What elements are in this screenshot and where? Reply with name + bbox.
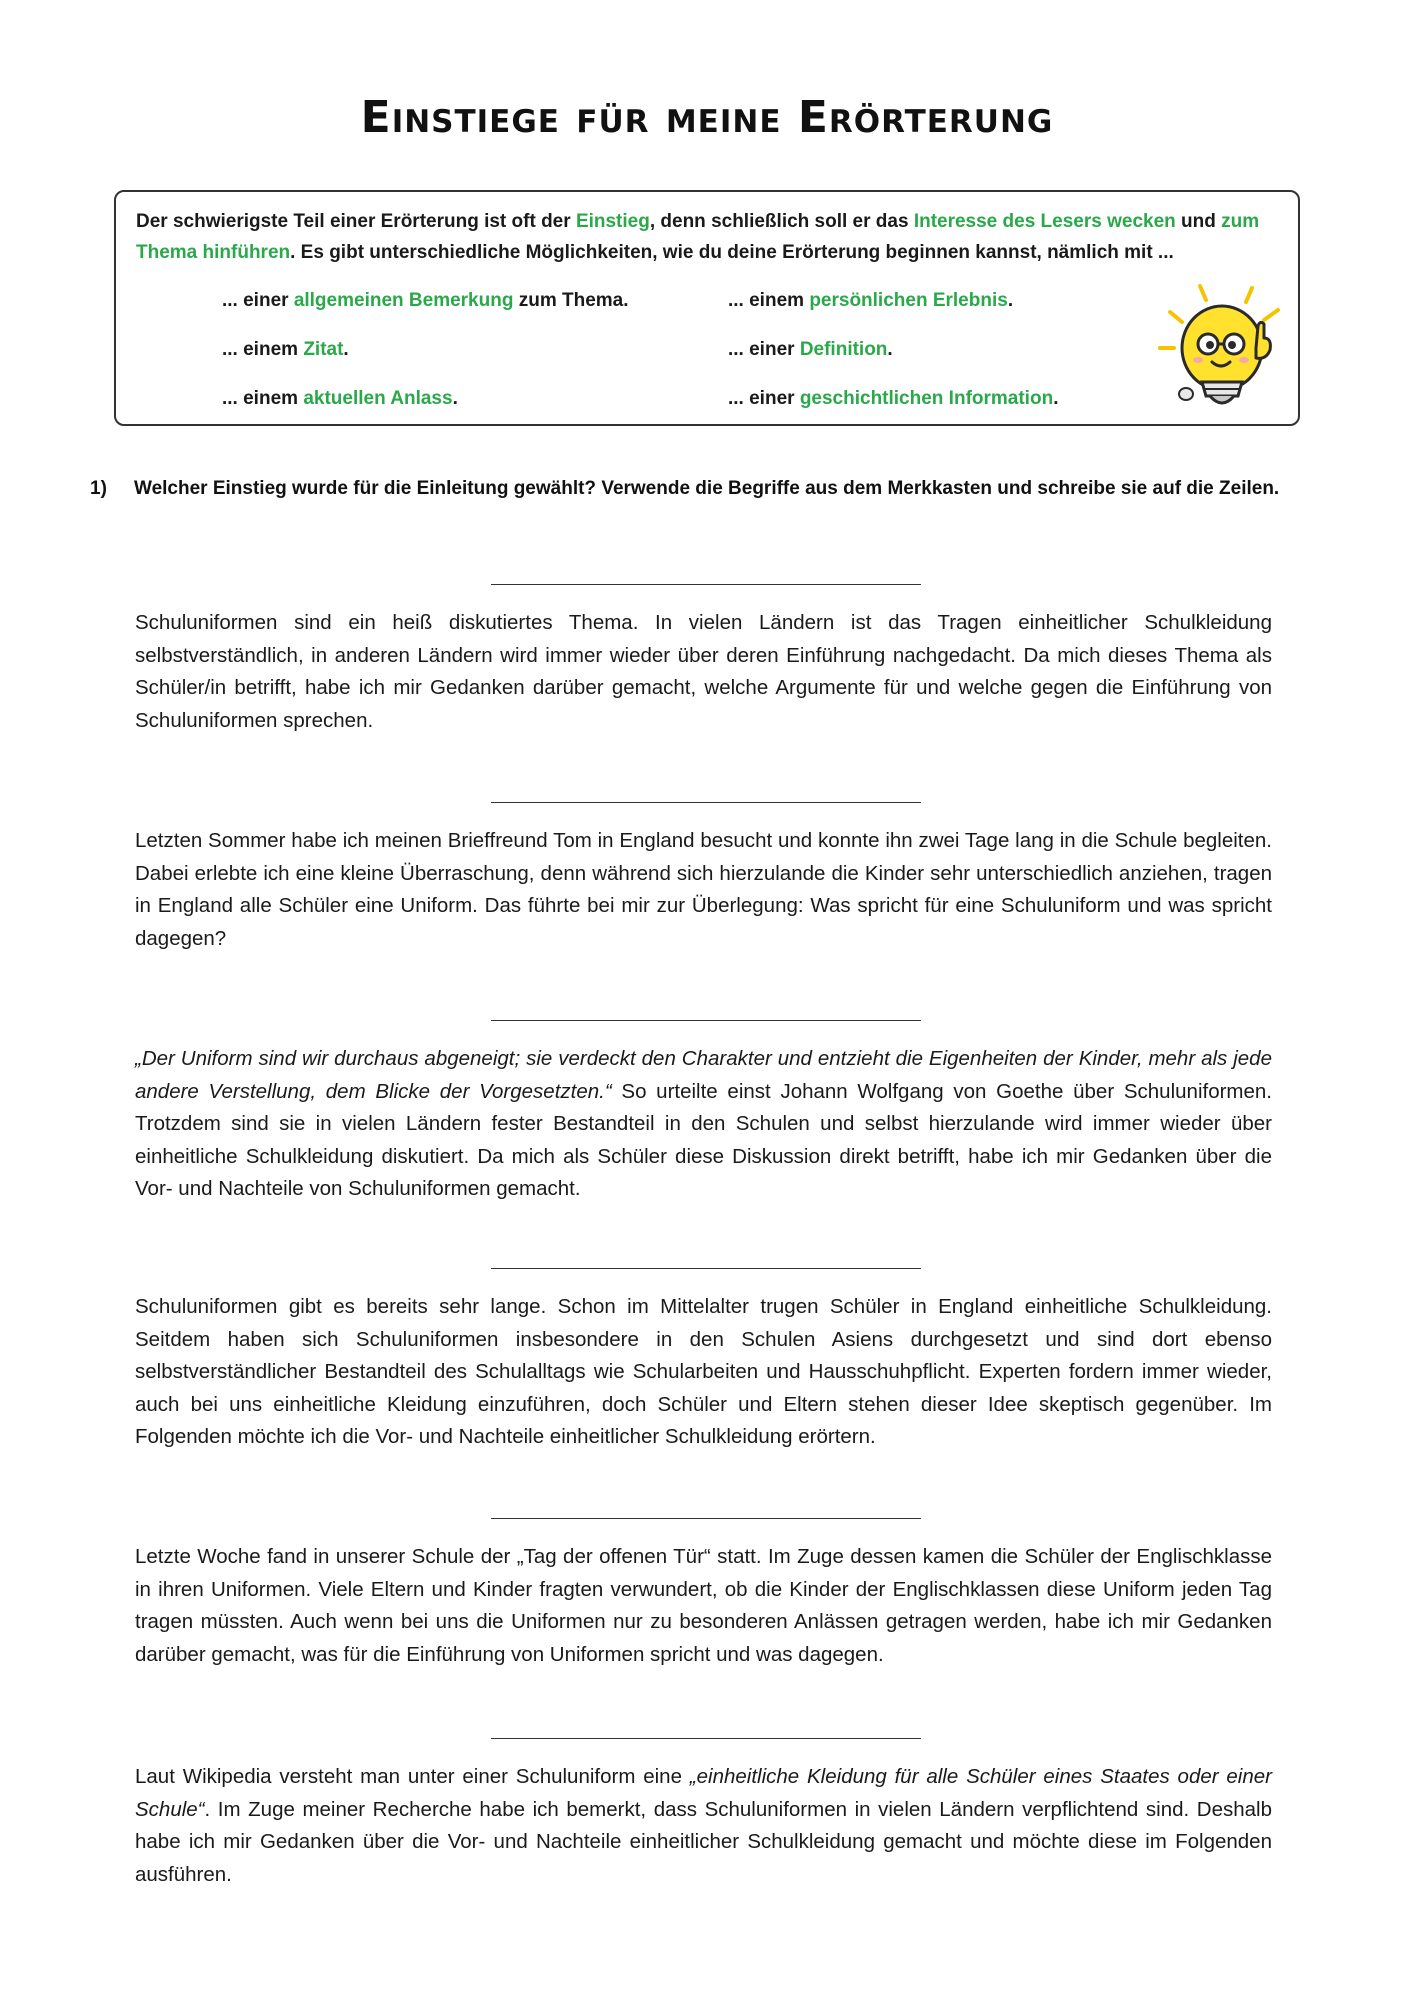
paragraph-5: Letzte Woche fand in unserer Schule der „Tag der offenen Tür“ statt. Im Zuge dessen kamen die Schüler der Englischklasse in ihren Uniformen. Viele Eltern und Kinder fragten verwundert, ob die Kinder der Englischklassen diese Uniform jeden Tag tragen müssten. Auch wenn bei uns die Uniformen nur zu besonderen Anlässen getragen werden, habe ich mir Gedanken darüber gemacht, was für die Einführung von Uniformen spricht und was dagegen. xyxy=(135,1545,1272,1666)
question-number: 1) xyxy=(90,478,107,499)
intro-text: . Es gibt unterschiedliche Möglichkeiten, wie du deine Erörterung beginnen kannst, nämlich mit ... xyxy=(290,242,1174,263)
intro-text: , denn schließlich soll er das xyxy=(649,211,914,232)
goethe-quote: „Der Uniform sind wir durchaus abgeneigt; sie verdeckt den Charakter und entzieht die Eigenheiten der Kinder, mehr als jede andere Verstellung, dem Blicke der Vorgesetzten.“ xyxy=(135,1047,1272,1103)
wikipedia-quote: „einheitliche Kleidung für alle Schüler eines Staates oder einer Schule“ xyxy=(135,1765,1272,1821)
answer-line-1[interactable] xyxy=(491,584,921,585)
intro-text: und xyxy=(1175,211,1222,232)
option-quote: ... einem Zitat. xyxy=(222,339,349,360)
paragraph-2: Letzten Sommer habe ich meinen Brieffreund Tom in England besucht und konnte ihn zwei Tage lang in die Schule begleiten. Dabei erlebte ich eine kleine Überraschung, denn während sich hierzulande die Kinder sehr unterschiedlich anziehen, tragen in England alle Schüler eine Uniform. Das führte bei mir zur Überlegung: Was spricht für eine Schuluniform und was spricht dagegen? xyxy=(135,829,1272,950)
paragraph-4: Schuluniformen gibt es bereits sehr lange. Schon im Mittelalter trugen Schüler in England einheitliche Schulkleidung. Seitdem haben sich Schuluniformen insbesondere in den Schulen Asiens durchgesetzt und sind dort ebenso selbstverständlicher Bestandteil des Schulalltags wie Schularbeiten und Hausschuhpflicht. Experten fordern immer wieder, auch bei uns einheitliche Kleidung einzuführen, doch Schüler und Eltern stehen dieser Idee skeptisch gegenüber. Im Folgenden möchte ich die Vor- und Nachteile einheitlicher Schulkleidung erörtern. xyxy=(135,1295,1272,1448)
answer-line-6[interactable] xyxy=(491,1738,921,1739)
answer-line-3[interactable] xyxy=(491,1020,921,1021)
intro-highlight: zum Thema hinführen xyxy=(136,211,1260,263)
info-box xyxy=(114,190,1300,426)
info-box-intro xyxy=(136,206,1286,268)
answer-line-2[interactable] xyxy=(491,802,921,803)
paragraph-3: „Der Uniform sind wir durchaus abgeneigt; sie verdeckt den Charakter und entzieht die Eigenheiten der Kinder, mehr als jede andere Verstellung, dem Blicke der Vorgesetzten.“ So urteilte einst Johann Wolfgang von Goethe über Schuluniformen. Trotzdem sind sie in vielen Ländern fester Bestandteil in den Schulen und selbst hierzulande wird immer wieder über einheitliche Schulkleidung diskutiert. Da mich als Schüler diese Diskussion direkt betrifft, habe ich mir Gedanken über die Vor- und Nachteile von Schuluniformen gemacht. xyxy=(135,1047,1272,1200)
option-general-remark: ... einer allgemeinen Bemerkung zum Thema. xyxy=(222,290,629,311)
option-definition: ... einer Definition. xyxy=(728,339,893,360)
question-text: Welcher Einstieg wurde für die Einleitung gewählt? Verwende die Begriffe aus dem Merkkasten und schreibe sie auf die Zeilen. xyxy=(134,478,1280,499)
paragraph-1: Schuluniformen sind ein heiß diskutiertes Thema. In vielen Ländern ist das Tragen einheitlicher Schulkleidung selbstverständlich, in anderen Ländern wird immer wieder über deren Einführung nachgedacht. Da mich dieses Thema als Schüler/in betrifft, habe ich mir Gedanken darüber gemacht, welche Argumente für und welche gegen die Einführung von Schuluniformen sprechen. xyxy=(135,611,1272,732)
intro-text: Der schwierigste Teil einer Erörterung ist oft der xyxy=(136,211,576,232)
page-title: Einstiege für meine Erörterung xyxy=(360,92,1054,143)
lightbulb-mascot-icon xyxy=(1156,278,1286,418)
paragraph-6: Laut Wikipedia versteht man unter einer Schuluniform eine „einheitliche Kleidung für alle Schüler eines Staates oder einer Schule“. Im Zuge meiner Recherche habe ich bemerkt, dass Schuluniformen in vielen Ländern verpflichtend sind. Deshalb habe ich mir Gedanken über die Vor- und Nachteile einheitlicher Schulkleidung gemacht und möchte diese im Folgenden ausführen. xyxy=(135,1765,1272,1886)
option-personal-experience: ... einem persönlichen Erlebnis. xyxy=(728,290,1014,311)
option-historical-information: ... einer geschichtlichen Information. xyxy=(728,388,1059,409)
intro-highlight: Einstieg xyxy=(575,211,650,232)
answer-line-4[interactable] xyxy=(491,1268,921,1269)
answer-line-5[interactable] xyxy=(491,1518,921,1519)
option-current-occasion: ... einem aktuellen Anlass. xyxy=(222,388,458,409)
intro-highlight: Interesse des Lesers wecken xyxy=(913,211,1176,232)
